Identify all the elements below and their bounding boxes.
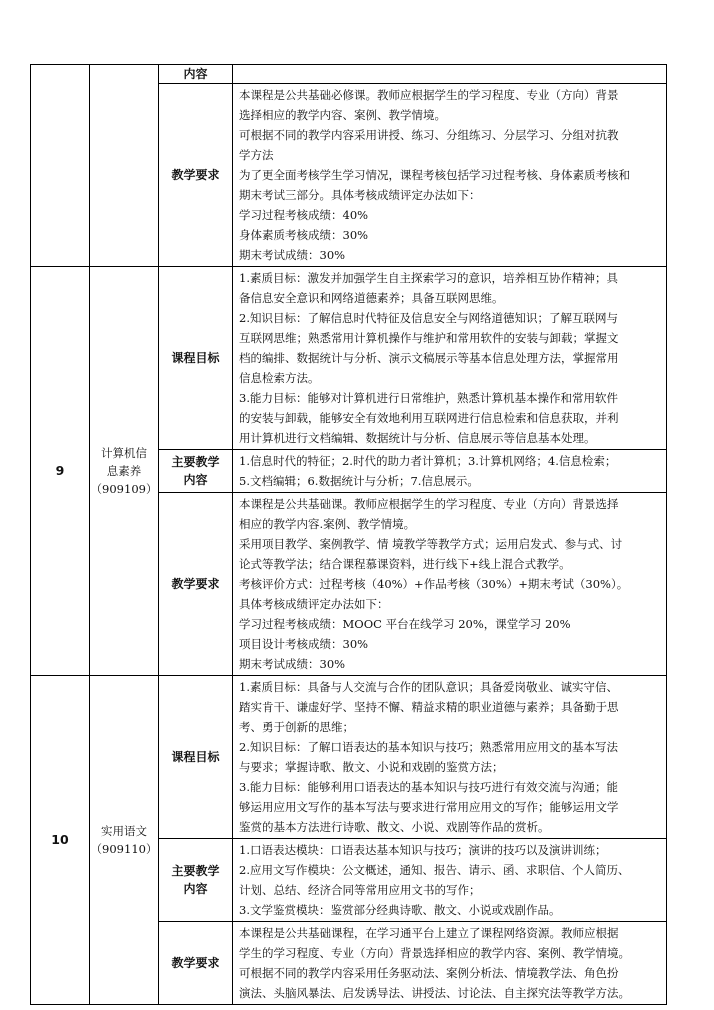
course-name-10: 实用语文 （909110）	[90, 676, 159, 1005]
goal-label-10: 课程目标	[159, 676, 233, 839]
main-label-9: 主要教学 内容	[159, 450, 233, 493]
main-content-10: 1.口语表达模块：口语表达基本知识与技巧；演讲的技巧以及演讲训练； 2.应用文写作模块：公文概述，通知、报告、请示、函、求职信、个人简历、 计划、总结、经济合同等常用应用文书的写作； 3.文学鉴赏模块：鉴赏部分经典诗歌、散文、小说或戏剧作品。	[233, 839, 667, 922]
goal-content-10: 1.素质目标：具备与人交流与合作的团队意识；具备爱岗敬业、诚实守信、 踏实肯干、谦虚好学、坚持不懈、精益求精的职业道德与素养；具备勤于思 考、勇于创新的思维； 2.知识目标：了解口语表达的基本知识与技巧；熟悉常用应用文的基本写法 与要求；掌握诗歌、散文、小说和戏剧的鉴赏方法； 3.能力目标：能够利用口语表达的基本知识与技巧进行有效交流与沟通；能 够运用应用文写作的基本写法与要求进行常用应用文的写作；能够运用文学 鉴赏的基本方法进行诗歌、散文、小说、戏剧等作品的赏析。	[233, 676, 667, 839]
table-row	[31, 676, 667, 839]
table-row	[31, 267, 667, 450]
row-number-10: 10	[31, 676, 90, 1005]
row-number-9: 9	[31, 267, 90, 676]
goal-content-9: 1.素质目标：激发并加强学生自主探索学习的意识，培养相互协作精神；具 备信息安全意识和网络道德素养；具备互联网思维。 2.知识目标：了解信息时代特征及信息安全与网络道德知识；了解互联网与 互联网思维；熟悉常用计算机操作与维护和常用软件的安装与卸载；掌握文 档的编排、数据统计与分析、演示文稿展示等基本信息处理方法，掌握常用 信息检索方法。 3.能力目标：能够对计算机进行日常维护，熟悉计算机基本操作和常用软件 的安装与卸载，能够安全有效地利用互联网进行信息检索和信息获取，并利 用计算机进行文档编辑、数据统计与分析、信息展示等信息基本处理。	[233, 267, 667, 450]
content-cell-prev	[233, 65, 667, 84]
req-label-9: 教学要求	[159, 493, 233, 676]
req-content-prev: 本课程是公共基础必修课。教师应根据学生的学习程度、专业（方向）背景 选择相应的教学内容、案例、教学情境。 可根据不同的教学内容采用讲授、练习、分组练习、分层学习、分组对抗教 学方法 为了更全面考核学生学习情况，课程考核包括学习过程考核、身体素质考核和 期末考试三部分。具体考核成绩评定办法如下： 学习过程考核成绩：40% 身体素质考核成绩：30% 期末考试成绩：30%	[233, 84, 667, 267]
row-number-cell-prev	[31, 65, 90, 267]
main-content-9: 1.信息时代的特征；2.时代的助力者计算机；3.计算机网络；4.信息检索； 5.文档编辑；6.数据统计与分析；7.信息展示。	[233, 450, 667, 493]
main-label-10: 主要教学 内容	[159, 839, 233, 922]
course-table	[30, 64, 667, 1005]
req-label-prev: 教学要求	[159, 84, 233, 267]
content-label-cell: 内容	[159, 65, 233, 84]
goal-label-9: 课程目标	[159, 267, 233, 450]
course-table-page	[30, 64, 666, 1005]
req-content-9: 本课程是公共基础课。教师应根据学生的学习程度、专业（方向）背景选择 相应的教学内容.案例、教学情境。 采用项目教学、案例教学、情 境教学等教学方式；运用启发式、参与式、讨 论式等教学法；结合课程慕课资料，进行线下+线上混合式教学。 考核评价方式：过程考核（40%）+作品考核（30%）+期末考试（30%）。 具体考核成绩评定办法如下： 学习过程考核成绩：MOOC 平台在线学习 20%，课堂学习 20% 项目设计考核成绩：30% 期末考试成绩：30%	[233, 493, 667, 676]
table-row	[31, 65, 667, 84]
req-label-10: 教学要求	[159, 922, 233, 1005]
req-content-10: 本课程是公共基础课程，在学习通平台上建立了课程网络资源。教师应根据 学生的学习程度、专业（方向）背景选择相应的教学内容、案例、教学情境。 可根据不同的教学内容采用任务驱动法、案例分析法、情境教学法、角色扮 演法、头脑风暴法、启发诱导法、讲授法、讨论法、自主探究法等教学方法。	[233, 922, 667, 1005]
course-name-9: 计算机信 息素养 （909109）	[90, 267, 159, 676]
course-name-cell-prev	[90, 65, 159, 267]
